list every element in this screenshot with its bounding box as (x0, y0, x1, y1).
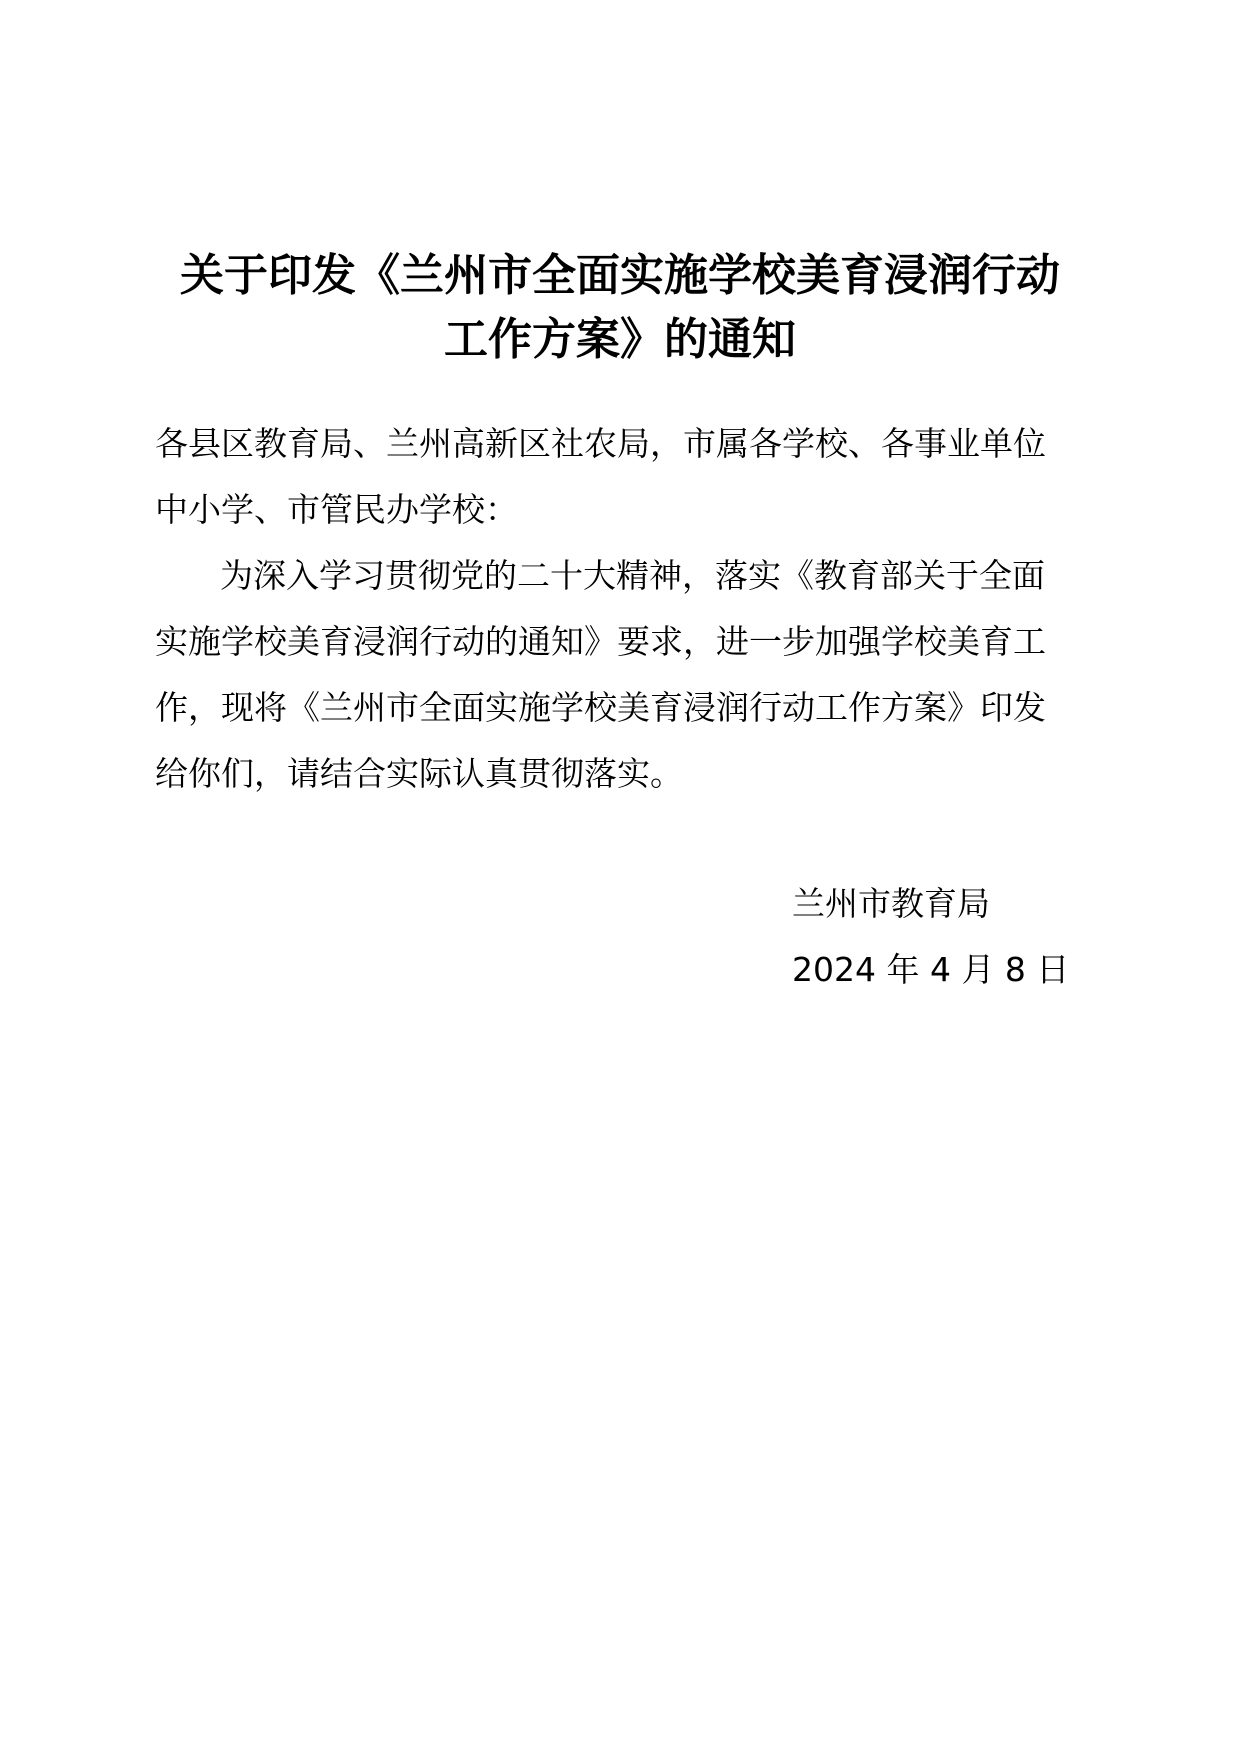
signature-date: 2024 年 4 月 8 日 (792, 950, 1070, 989)
body-paragraph-line-2: 实施学校美育浸润行动的通知》要求，进一步加强学校美育工 (155, 622, 1046, 661)
recipients-line-1: 各县区教育局、兰州高新区社农局，市属各学校、各事业单位 (155, 424, 1046, 463)
document-title-line-1: 关于印发《兰州市全面实施学校美育浸润行动 (180, 250, 1060, 301)
body-paragraph-line-3: 作，现将《兰州市全面实施学校美育浸润行动工作方案》印发 (155, 688, 1046, 727)
recipients-line-2: 中小学、市管民办学校： (155, 490, 518, 529)
document-title-line-2: 工作方案》的通知 (444, 314, 796, 365)
body-paragraph-line-1: 为深入学习贯彻党的二十大精神，落实《教育部关于全面 (220, 556, 1045, 595)
body-paragraph-line-4: 给你们，请结合实际认真贯彻落实。 (155, 754, 683, 793)
signature-organization: 兰州市教育局 (792, 884, 990, 923)
